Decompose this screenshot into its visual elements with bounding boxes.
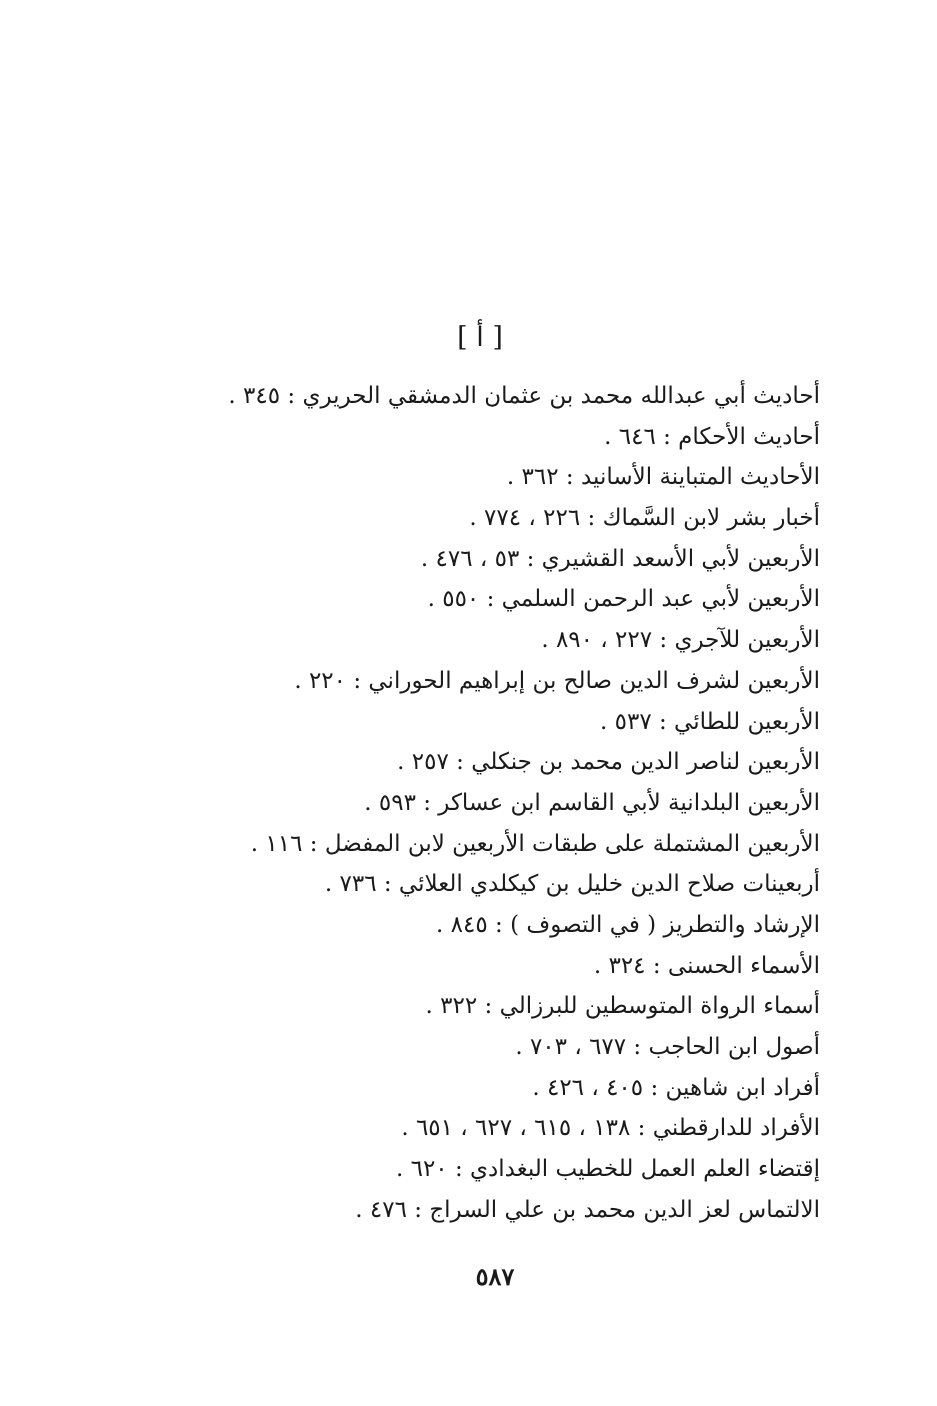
index-entry: الأفراد للدارقطني : ١٣٨ ، ٦١٥ ، ٦٢٧ ، ٦٥١ . — [401, 1115, 820, 1142]
index-entry: الأحاديث المتباينة الأسانيد : ٣٦٢ . — [506, 464, 820, 491]
index-entry: أسماء الرواة المتوسطين للبرزالي : ٣٢٢ . — [425, 993, 820, 1020]
index-entry-list — [220, 376, 820, 1230]
index-entry: الأربعين للآجري : ٢٢٧ ، ٨٩٠ . — [541, 627, 820, 654]
index-entry: الأربعين للطائي : ٥٣٧ . — [600, 708, 820, 735]
index-entry: أحاديث الأحكام : ٦٤٦ . — [604, 423, 820, 450]
index-entry: الأربعين البلدانية لأبي القاسم ابن عساكر : ٥٩٣ . — [364, 789, 820, 816]
index-entry: الأسماء الحسنى : ٣٢٤ . — [593, 952, 820, 979]
index-entry: أحاديث أبي عبدالله محمد بن عثمان الدمشقي الحريري : ٣٤٥ . — [228, 383, 820, 409]
index-entry: الإرشاد والتطريز ( في التصوف ) : ٨٤٥ . — [436, 911, 820, 938]
index-entry: الأربعين لأبي الأسعد القشيري : ٥٣ ، ٤٧٦ . — [420, 545, 820, 572]
index-entry: الالتماس لعز الدين محمد بن علي السراج : ٤٧٦ . — [355, 1196, 820, 1223]
index-entry: أفراد ابن شاهين : ٤٠٥ ، ٤٢٦ . — [532, 1074, 820, 1101]
index-entry: إقتضاء العلم العمل للخطيب البغدادي : ٦٢٠ . — [395, 1156, 820, 1183]
section-heading: [ أ ] — [457, 322, 503, 353]
index-entry: أصول ابن الحاجب : ٦٧٧ ، ٧٠٣ . — [515, 1034, 820, 1060]
index-entry: الأربعين لشرف الدين صالح بن إبراهيم الحوراني : ٢٢٠ . — [294, 667, 820, 694]
index-entry: أخبار بشر لابن السَّماك : ٢٢٦ ، ٧٧٤ . — [469, 505, 820, 532]
index-entry: أربعينات صلاح الدين خليل بن كيكلدي العلائي : ٧٣٦ . — [324, 871, 820, 898]
index-entry: الأربعين لناصر الدين محمد بن جنكلي : ٢٥٧ . — [397, 749, 820, 776]
page-number: ٥٨٧ — [475, 1262, 515, 1291]
index-entry: الأربعين المشتملة على طبقات الأربعين لابن المفضل : ١١٦ . — [250, 830, 820, 857]
index-entry: الأربعين لأبي عبد الرحمن السلمي : ٥٥٠ . — [427, 586, 820, 613]
